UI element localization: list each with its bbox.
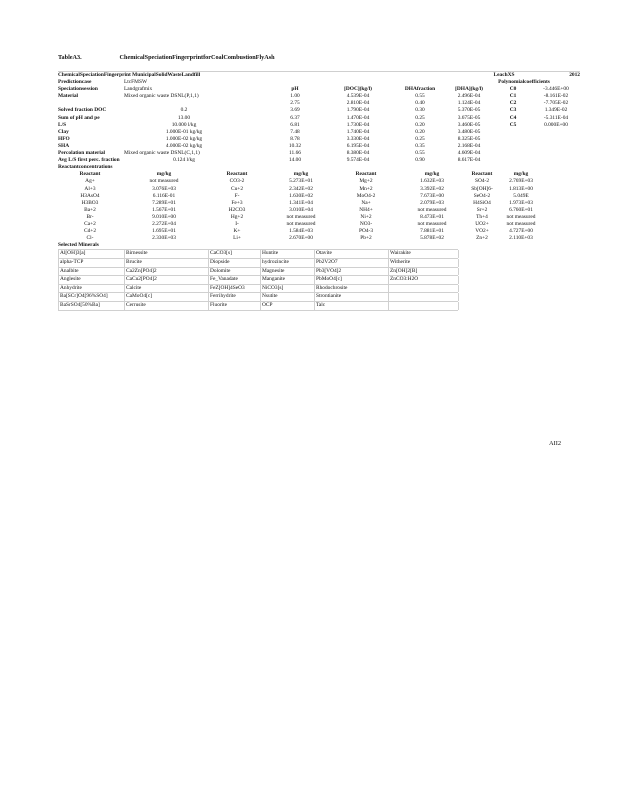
dha-fraction: 0.55 — [415, 93, 425, 100]
reactant-name: Mn+2 — [359, 185, 373, 192]
reactant-row — [58, 235, 580, 242]
reactant-name: Ba+2 — [84, 206, 96, 213]
mineral-name: Pb2V2O7 — [314, 259, 390, 267]
mineral-name: Fluorite — [208, 302, 262, 310]
mineral-name: CaMoO4[c] — [124, 293, 210, 301]
reactant-row — [58, 193, 580, 200]
dha-fraction: DHAfraction — [404, 86, 436, 93]
reactant-concentration: 1.567E+01 — [152, 206, 176, 213]
reactant-name: Li+ — [233, 235, 241, 242]
parameter-label: SHA — [58, 142, 70, 149]
reactant-concentration: 7.289E+01 — [152, 199, 176, 206]
parameter-row — [58, 157, 580, 164]
parameter-row — [58, 115, 580, 122]
coefficient-name: C1 — [509, 93, 517, 100]
reactant-section-label: Reactantconcentrations — [58, 164, 113, 171]
reactant-concentration: 2.330E+03 — [152, 235, 176, 242]
mineral-row — [58, 249, 458, 258]
parameter-row — [58, 150, 580, 157]
coefficient-name: C2 — [509, 100, 517, 107]
parameter-row — [58, 143, 580, 150]
minerals-section-label: Selected Minerals — [58, 242, 99, 249]
mgkg-header: mg/kg — [293, 171, 309, 178]
reactant-concentration: 6.116E-01 — [152, 192, 176, 199]
mineral-row — [58, 301, 458, 311]
reactant-name: Al+3 — [84, 185, 96, 192]
mineral-name: Ba[SCr]O4[96%SO4] — [58, 293, 126, 301]
reactant-concentration: 3.010E+04 — [289, 206, 313, 213]
coefficient-name: C5 — [509, 121, 517, 128]
reactant-name: Pb+2 — [360, 235, 372, 242]
reactant-name: H3AsO4 — [80, 192, 100, 199]
mineral-name: CaCu2[PO4]2 — [124, 276, 210, 284]
reactant-header: Reactant — [79, 171, 101, 178]
ph-value: 1.00 — [290, 93, 300, 100]
reactant-concentration: 2.670E+00 — [289, 235, 313, 242]
ph-value: 3.69 — [290, 107, 300, 114]
parameter-value: 13.00 — [177, 114, 191, 121]
reactant-concentration: 1.695E+01 — [152, 228, 176, 235]
reactant-row — [58, 221, 580, 228]
mineral-name: Cerrusite — [124, 302, 210, 310]
parameter-row — [58, 100, 580, 107]
reactant-name: Cd+2 — [83, 228, 97, 235]
mineral-name: Ferrihydrite — [208, 293, 262, 301]
mineral-name: alpha-TCP — [58, 259, 126, 267]
mineral-name: Strontianite — [314, 293, 390, 301]
parameter-row — [58, 107, 580, 114]
reactant-name: SO4-2 — [474, 178, 490, 185]
mineral-row — [58, 292, 458, 301]
ph-value: 6.81 — [290, 121, 300, 128]
parameter-label: Solved fraction DOC — [58, 107, 107, 114]
ph-value: 14.00 — [288, 157, 302, 164]
dha-fraction: 0.35 — [415, 142, 425, 149]
doc-value: 6.195E-04 — [346, 142, 370, 149]
coefficient-value: 0.000E+00 — [544, 121, 568, 128]
coefficient-value: -7.705E-02 — [543, 100, 569, 107]
mineral-name: Birnessite — [124, 250, 210, 258]
sheet-header-row — [58, 72, 580, 79]
reactant-concentration: 3.392E+02 — [420, 185, 444, 192]
parameter-label: Avg L/S first perc. fraction — [58, 157, 120, 164]
coefficient-value: 1.349E-02 — [544, 107, 568, 114]
coefficient-value: -3.446E+00 — [543, 86, 569, 93]
mineral-name: CaCO3[s] — [208, 250, 262, 258]
grid-edge — [458, 293, 460, 301]
fingerprint-label: ChemicalSpeciationFingerprint MunicipalSolidWasteLandfill — [58, 72, 201, 78]
mgkg-header: mg/kg — [513, 171, 529, 178]
parameter-label: HFO — [58, 135, 70, 142]
reactant-concentration: 1.630E+02 — [289, 192, 313, 199]
coefficient-value: -8.161E-02 — [543, 93, 569, 100]
reactant-concentration: 2.342E+02 — [289, 185, 313, 192]
minerals-grid — [58, 249, 458, 310]
reactant-header: Reactant — [355, 171, 377, 178]
parameter-block — [58, 79, 580, 164]
mineral-row — [58, 275, 458, 284]
coefficient-name: C0 — [509, 86, 517, 93]
reactant-concentration: 1.813E+00 — [509, 185, 533, 192]
leachxs-label: LeachXS — [493, 72, 515, 78]
reactant-concentration: 1.341E+04 — [289, 199, 313, 206]
reactant-name: Zn+2 — [476, 235, 488, 242]
reactant-concentration: 5.049E — [513, 192, 529, 199]
parameter-label: Clay — [58, 128, 69, 135]
mineral-name: hydrozincite — [260, 259, 316, 267]
mineral-name: NiCO3[s] — [260, 285, 316, 293]
reactant-concentration: 2.110E+03 — [509, 235, 533, 242]
reactant-concentration: not measured — [286, 220, 316, 227]
parameter-label: L/S — [58, 121, 67, 128]
reactant-concentration: not measured — [417, 220, 447, 227]
reactant-name: Br- — [86, 213, 94, 220]
reactant-row — [58, 178, 580, 185]
mgkg-header: mg/kg — [156, 171, 172, 178]
dha-value: 1.124E-04 — [457, 100, 481, 107]
mineral-name: Wairakite — [388, 250, 460, 258]
dha-fraction: 0.25 — [415, 114, 425, 121]
speciation-sheet — [58, 72, 580, 311]
parameter-row — [58, 129, 580, 136]
mineral-name: Witherite — [388, 259, 460, 267]
ph-value: 7.48 — [290, 128, 300, 135]
reactant-name: SeO4-2 — [473, 192, 491, 199]
mineral-name: Diopside — [208, 259, 262, 267]
grid-edge — [458, 268, 460, 276]
mineral-row — [58, 284, 458, 293]
parameter-label: Percolation material — [58, 150, 106, 157]
reactant-concentration: not measured — [506, 213, 536, 220]
mineral-name: BaSrSO4[50%Ba] — [58, 302, 126, 310]
dha-fraction: 0.20 — [415, 121, 425, 128]
ph-value: pH — [291, 86, 299, 93]
reactant-name: H3BO3 — [81, 199, 99, 206]
mineral-name: Anglesite — [58, 276, 126, 284]
coefficient-value: -5.311E-04 — [543, 114, 569, 121]
reactant-name: I- — [235, 220, 239, 227]
reactant-concentration: 3.076E+03 — [152, 185, 176, 192]
reactant-name: NH4+ — [359, 206, 373, 213]
coefficient-name: C4 — [509, 114, 517, 121]
grid-edge — [458, 250, 460, 258]
reactant-name: Ni+2 — [360, 213, 372, 220]
mineral-name: Anhydrite — [58, 285, 126, 293]
mineral-row — [58, 267, 458, 276]
mineral-name: Zn[OH]2[B] — [388, 268, 460, 276]
reactant-name: MoO4-2 — [356, 192, 376, 199]
doc-value: 1.730E-04 — [346, 121, 370, 128]
mineral-name: Calcite — [124, 285, 210, 293]
reactant-name: Fe+3 — [231, 199, 243, 206]
reactant-name: Na+ — [361, 199, 371, 206]
reactant-name: Cl- — [86, 235, 94, 242]
doc-value: 4.539E-04 — [346, 93, 370, 100]
reactant-row — [58, 228, 580, 235]
dha-value: 4.609E-04 — [457, 150, 481, 157]
reactant-concentration: 1.584E+03 — [289, 228, 313, 235]
reactant-concentration: 1.632E+03 — [420, 178, 444, 185]
reactant-name: Cu+2 — [230, 185, 244, 192]
parameter-row — [58, 86, 580, 93]
mineral-name: FeZ[OH]4SeO3 — [208, 285, 262, 293]
doc-value: 1.740E-04 — [346, 128, 370, 135]
reactant-row — [58, 207, 580, 214]
parameter-label: Sum of pH and pe — [58, 114, 100, 121]
mineral-name: Manganite — [260, 276, 316, 284]
reactant-name: NO3- — [359, 220, 373, 227]
doc-value: 1.470E-04 — [346, 114, 370, 121]
reactant-name: CO3-2 — [229, 178, 245, 185]
parameter-value: 1.000E-02 kg/kg — [165, 135, 203, 142]
mineral-name: Pb3[VO4]2 — [314, 268, 390, 276]
parameter-label: Material — [58, 93, 79, 100]
dha-value: 3.460E-05 — [457, 121, 481, 128]
grid-edge — [458, 285, 460, 293]
parameter-value: 10.000 l/kg — [171, 121, 197, 128]
dha-fraction: 0.20 — [415, 128, 425, 135]
parameter-label: Speciationsession — [58, 86, 98, 93]
reactant-concentration: 9.010E+00 — [152, 213, 176, 220]
reactant-header: Reactant — [471, 171, 493, 178]
dha-value: 2.168E-04 — [457, 142, 481, 149]
mineral-name: Dolomite — [208, 268, 262, 276]
mineral-name — [388, 285, 460, 293]
reactant-concentration: not measured — [286, 213, 316, 220]
mineral-name: Rhodochrosite — [314, 285, 390, 293]
doc-value: [DOC](kg/l) — [344, 86, 372, 93]
grid-edge — [458, 276, 460, 284]
mineral-name: OCP — [260, 302, 316, 310]
dha-fraction: 0.30 — [415, 107, 425, 114]
dha-fraction: 0.25 — [415, 135, 425, 142]
minerals-section-header — [58, 242, 580, 249]
dha-value: 8.325E-05 — [457, 135, 481, 142]
ph-value: 11.66 — [289, 150, 301, 157]
reactant-name: Sb[OH]6- — [471, 185, 493, 192]
table-label: TableA3. — [58, 54, 82, 61]
coefficient-name: C3 — [509, 107, 517, 114]
table-caption: ChemicalSpeciationFingerprintforCoalCombustionFlyAsh — [119, 54, 275, 61]
mineral-name — [388, 302, 460, 310]
reactant-name: H4SiO4 — [473, 199, 491, 206]
reactant-header: Reactant — [226, 171, 248, 178]
reactant-concentration: 5.273E+01 — [289, 178, 313, 185]
dha-fraction: 0.90 — [415, 157, 425, 164]
dha-value: 2.496E-04 — [457, 93, 481, 100]
mineral-name: Brucite — [124, 259, 210, 267]
reactant-concentration: 4.727E+00 — [509, 228, 533, 235]
dha-value: [DHA](kg/l) — [455, 86, 483, 93]
parameter-value: 1.000E-01 kg/kg — [165, 128, 203, 135]
ph-value: 2.75 — [290, 100, 300, 107]
dha-value: 3.675E-05 — [457, 114, 481, 121]
dha-value: 5.370E-05 — [457, 107, 481, 114]
page-number: AII2 — [549, 440, 562, 447]
mineral-row — [58, 258, 458, 267]
reactant-name: PO4-3 — [358, 228, 374, 235]
doc-value: 2.810E-04 — [346, 100, 370, 107]
doc-value: 8.380E-04 — [346, 150, 370, 157]
reactant-concentration: 1.973E+03 — [509, 199, 533, 206]
reactant-name: Ca+2 — [84, 220, 96, 227]
reactant-concentration: 8.473E+01 — [420, 213, 444, 220]
dha-value: 3.480E-05 — [457, 128, 481, 135]
mineral-name: Talc — [314, 302, 390, 310]
table-title — [58, 54, 275, 61]
reactant-row — [58, 214, 580, 221]
mineral-name: Analbite — [58, 268, 126, 276]
reactant-row — [58, 200, 580, 207]
parameter-value: 4.000E-02 kg/kg — [165, 142, 203, 149]
reactant-concentration: 5.878E+02 — [420, 235, 444, 242]
parameter-value: LtcFMSW — [124, 79, 148, 86]
mineral-name: Al[OH]3[a] — [58, 250, 126, 258]
dha-fraction: 0.55 — [415, 150, 425, 157]
reactant-name: F- — [234, 192, 240, 199]
ph-value: 8.78 — [290, 135, 300, 142]
reactant-name: UO2+ — [475, 220, 489, 227]
mineral-name: Ca2Zn[PO4]2 — [124, 268, 210, 276]
parameter-label: Predictioncase — [58, 79, 92, 86]
grid-edge — [458, 302, 460, 310]
reactant-concentration: 2.272E+04 — [152, 220, 176, 227]
mineral-name: Fe_Vanadate — [208, 276, 262, 284]
mineral-name: Huntite — [260, 250, 316, 258]
reactant-table — [58, 178, 580, 242]
reactant-name: Mg+2 — [359, 178, 373, 185]
mineral-name: Magnesite — [260, 268, 316, 276]
reactant-name: Ag+ — [85, 178, 95, 185]
reactant-column-headers — [58, 171, 580, 178]
parameter-row — [58, 136, 580, 143]
parameter-value: Landgrafmix — [124, 86, 153, 93]
reactant-concentration: not measured — [506, 220, 536, 227]
mineral-name: Nsutite — [260, 293, 316, 301]
parameter-row — [58, 122, 580, 129]
reactant-concentration: 6.760E+01 — [509, 206, 533, 213]
reactant-concentration: 2.079E+03 — [420, 199, 444, 206]
reactant-concentration: 7.673E+00 — [420, 192, 444, 199]
reactant-name: Hg+2 — [230, 213, 244, 220]
reactant-concentration: 7.881E+01 — [420, 228, 444, 235]
reactant-name: VO2+ — [475, 228, 489, 235]
mineral-name: Otavite — [314, 250, 390, 258]
reactant-section-header — [58, 164, 580, 171]
parameter-value: Mixed organic waste DSNL(C,1,1) — [124, 150, 200, 157]
parameter-value: 0.124 l/kg — [173, 157, 195, 164]
reactant-concentration: not measured — [149, 178, 179, 185]
reactant-concentration: not measured — [417, 206, 447, 213]
reactant-name: H2CO3 — [228, 206, 246, 213]
ph-value: 6.37 — [290, 114, 300, 121]
mineral-name: PbMoO4[c] — [314, 276, 390, 284]
reactant-name: Th+4 — [476, 213, 488, 220]
parameter-row — [58, 79, 580, 86]
ph-value: 10.32 — [288, 142, 302, 149]
mgkg-header: mg/kg — [424, 171, 440, 178]
doc-value: 9.574E-04 — [346, 157, 370, 164]
reactant-name: Sr+2 — [476, 206, 488, 213]
doc-value: 3.330E-04 — [346, 135, 370, 142]
polynomial-coefficients-label: Polynomialcoefficients — [498, 79, 550, 86]
parameter-value: 0.2 — [180, 107, 188, 114]
mineral-name: ZnCO3:H2O — [388, 276, 460, 284]
reactant-name: K+ — [233, 228, 241, 235]
mineral-name — [388, 293, 460, 301]
parameter-row — [58, 93, 580, 100]
doc-value: 1.790E-04 — [346, 107, 370, 114]
dha-fraction: 0.40 — [415, 100, 425, 107]
parameter-value: Mixed organic waste DSNL(P,1,1) — [124, 93, 199, 100]
reactant-concentration: 2.769E+03 — [509, 178, 533, 185]
reactant-row — [58, 186, 580, 193]
dha-value: 8.617E-04 — [457, 157, 481, 164]
year-label: 2012 — [569, 72, 580, 78]
grid-edge — [458, 259, 460, 267]
